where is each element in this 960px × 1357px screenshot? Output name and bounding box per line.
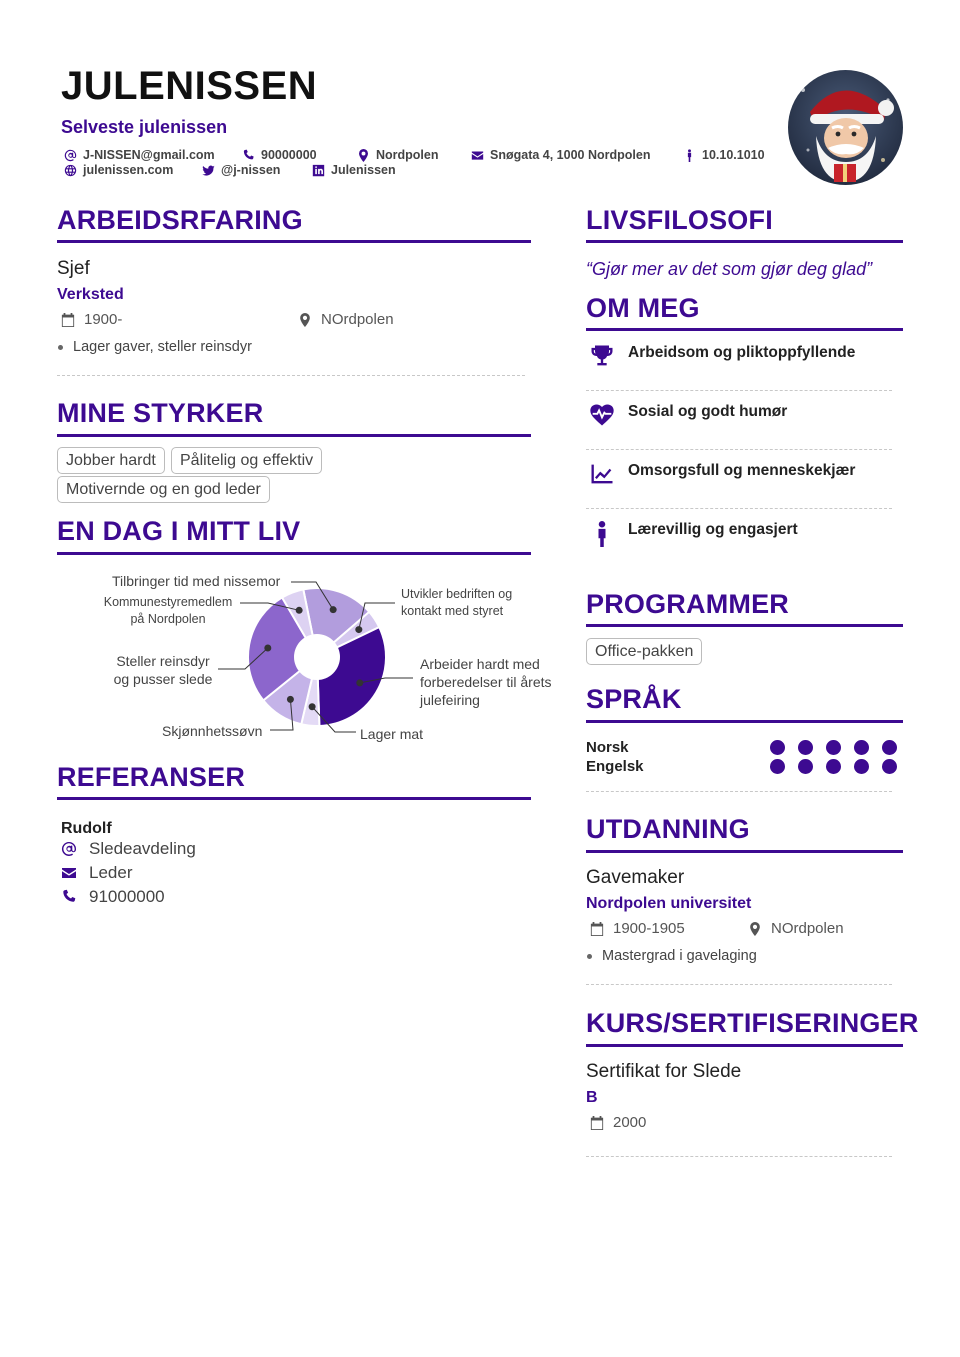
pie-slice-marker xyxy=(309,703,316,710)
education-school: Nordpolen universitet xyxy=(586,895,752,912)
day-heading: EN DAG I MITT LIV xyxy=(57,516,301,546)
pie-slice-marker xyxy=(264,645,271,652)
strength-tag: Jobber hardt xyxy=(57,447,165,474)
education-bullet-text: Mastergrad i gavelaging xyxy=(602,948,757,964)
education-period-text: 1900-1905 xyxy=(613,920,685,937)
reference-phone[interactable] xyxy=(61,887,165,907)
language-level-engelsk xyxy=(770,759,897,774)
about-heading-underline xyxy=(586,328,903,331)
section-divider xyxy=(586,1156,892,1157)
language-level-dot xyxy=(798,740,813,755)
about-item-text: Lærevillig og engasjert xyxy=(628,521,798,538)
reference-email-text: Sledeavdeling xyxy=(89,839,196,858)
pie-label: Kommunestyremedlem på Nordpolen xyxy=(103,595,233,626)
pie-label: Skjønnhetssøvn xyxy=(162,723,263,739)
language-level-dot xyxy=(826,740,841,755)
about-item xyxy=(588,460,855,488)
pie-slice-marker xyxy=(330,606,337,613)
experience-role: Sjef xyxy=(57,258,90,279)
course-year xyxy=(590,1114,646,1131)
strength-tag: Motivernde og en god leder xyxy=(57,476,270,503)
section-divider xyxy=(586,390,892,391)
section-divider xyxy=(586,984,892,985)
pie-slice-marker xyxy=(356,679,363,686)
course-year-text: 2000 xyxy=(613,1114,647,1131)
contact-address-text: Snøgata 4, 1000 Nordpolen xyxy=(490,148,651,162)
about-item-text: Arbeidsom og pliktoppfyllende xyxy=(628,344,856,361)
pie-label: Arbeider hardt med forberedelser til årets julefeiring xyxy=(420,656,552,708)
education-heading: UTDANNING xyxy=(586,814,750,844)
pie-slice-marker xyxy=(296,607,303,614)
language-level-dot xyxy=(770,740,785,755)
programs-heading-underline xyxy=(586,624,903,627)
resume-name: JULENISSEN xyxy=(61,64,318,108)
contact-linkedin-text: Julenissen xyxy=(331,163,396,177)
languages-heading-underline xyxy=(586,720,903,723)
language-level-dot xyxy=(798,759,813,774)
philosophy-quote: “Gjør mer av det som gjør deg glad” xyxy=(586,259,873,279)
experience-org: Verksted xyxy=(57,286,124,303)
language-level-dot xyxy=(882,759,897,774)
language-name: Engelsk xyxy=(586,758,644,775)
envelope-icon xyxy=(61,865,77,881)
education-location xyxy=(748,920,844,937)
references-heading: REFERANSER xyxy=(57,762,246,792)
contact-birthdate-text: 10.10.1010 xyxy=(702,148,765,162)
courses-heading-underline xyxy=(586,1044,903,1047)
language-level-dot xyxy=(854,759,869,774)
language-level-norsk xyxy=(770,740,897,755)
pie-slice-marker xyxy=(355,626,362,633)
experience-location-text: NOrdpolen xyxy=(321,311,394,328)
about-heading: OM MEG xyxy=(586,293,700,323)
contact-website-text: julenissen.com xyxy=(83,163,174,177)
reference-email[interactable] xyxy=(61,839,196,859)
contact-email-text: J-NISSEN@gmail.com xyxy=(83,148,215,162)
section-divider xyxy=(586,791,892,792)
language-level-dot xyxy=(854,740,869,755)
about-item xyxy=(588,401,787,429)
language-name: Norsk xyxy=(586,739,629,756)
section-divider xyxy=(586,449,892,450)
reference-role xyxy=(61,863,132,883)
reference-name: Rudolf xyxy=(61,820,112,837)
pie-label: Steller reinsdyr og pusser slede xyxy=(113,653,213,687)
section-divider xyxy=(586,508,892,509)
experience-period-text: 1900- xyxy=(84,311,123,328)
about-item xyxy=(588,342,855,370)
pie-label: Utvikler bedriften og kontakt med styret xyxy=(401,587,513,618)
strength-tag: Pålitelig og effektiv xyxy=(171,447,322,474)
language-level-dot xyxy=(770,759,785,774)
strengths-heading: MINE STYRKER xyxy=(57,398,264,428)
pie-label: Tilbringer tid med nissemor xyxy=(112,573,281,589)
heartbeat-icon xyxy=(588,401,616,429)
programs-heading: PROGRAMMER xyxy=(586,589,789,619)
pie-slice-marker xyxy=(287,696,294,703)
philosophy-heading: LIVSFILOSOFI xyxy=(586,205,773,235)
course-name: Sertifikat for Slede xyxy=(586,1061,742,1082)
phone-icon xyxy=(61,889,77,905)
contact-location-text: Nordpolen xyxy=(376,148,439,162)
course-org: B xyxy=(586,1089,598,1106)
pie-label: Lager mat xyxy=(360,726,424,742)
reference-role-text: Leder xyxy=(89,863,133,882)
bullet-dot xyxy=(587,954,592,959)
language-level-dot xyxy=(882,740,897,755)
calendar-icon xyxy=(590,1116,604,1130)
language-level-dot xyxy=(826,759,841,774)
contact-phone-text: 90000000 xyxy=(261,148,317,162)
education-period xyxy=(590,920,685,937)
references-heading-underline xyxy=(57,797,531,800)
courses-heading: KURS/SERTIFISERINGER xyxy=(586,1008,919,1038)
reference-phone-text: 91000000 xyxy=(89,887,165,906)
experience-bullet-text: Lager gaver, steller reinsdyr xyxy=(73,339,252,355)
about-item-text: Omsorgsfull og menneskekjær xyxy=(628,462,856,479)
resume-subtitle: Selveste julenissen xyxy=(61,117,228,137)
program-tag: Office-pakken xyxy=(586,638,702,665)
education-degree: Gavemaker xyxy=(586,867,685,888)
philosophy-heading-underline xyxy=(586,240,903,243)
map-pin-icon xyxy=(748,922,762,936)
education-bullet xyxy=(587,948,757,964)
at-icon xyxy=(61,841,77,857)
education-heading-underline xyxy=(586,850,903,853)
trophy-icon xyxy=(588,342,616,370)
education-location-text: NOrdpolen xyxy=(771,920,844,937)
pie-center-hole xyxy=(294,634,340,680)
contact-twitter-text: @j-nissen xyxy=(221,163,281,177)
calendar-icon xyxy=(590,922,604,936)
languages-heading: SPRÅK xyxy=(586,684,682,714)
person-icon xyxy=(588,519,616,547)
about-item xyxy=(588,519,798,547)
chart-icon xyxy=(588,460,616,488)
experience-heading: ARBEIDSRFARING xyxy=(57,205,303,235)
about-item-text: Sosial og godt humør xyxy=(628,403,788,420)
